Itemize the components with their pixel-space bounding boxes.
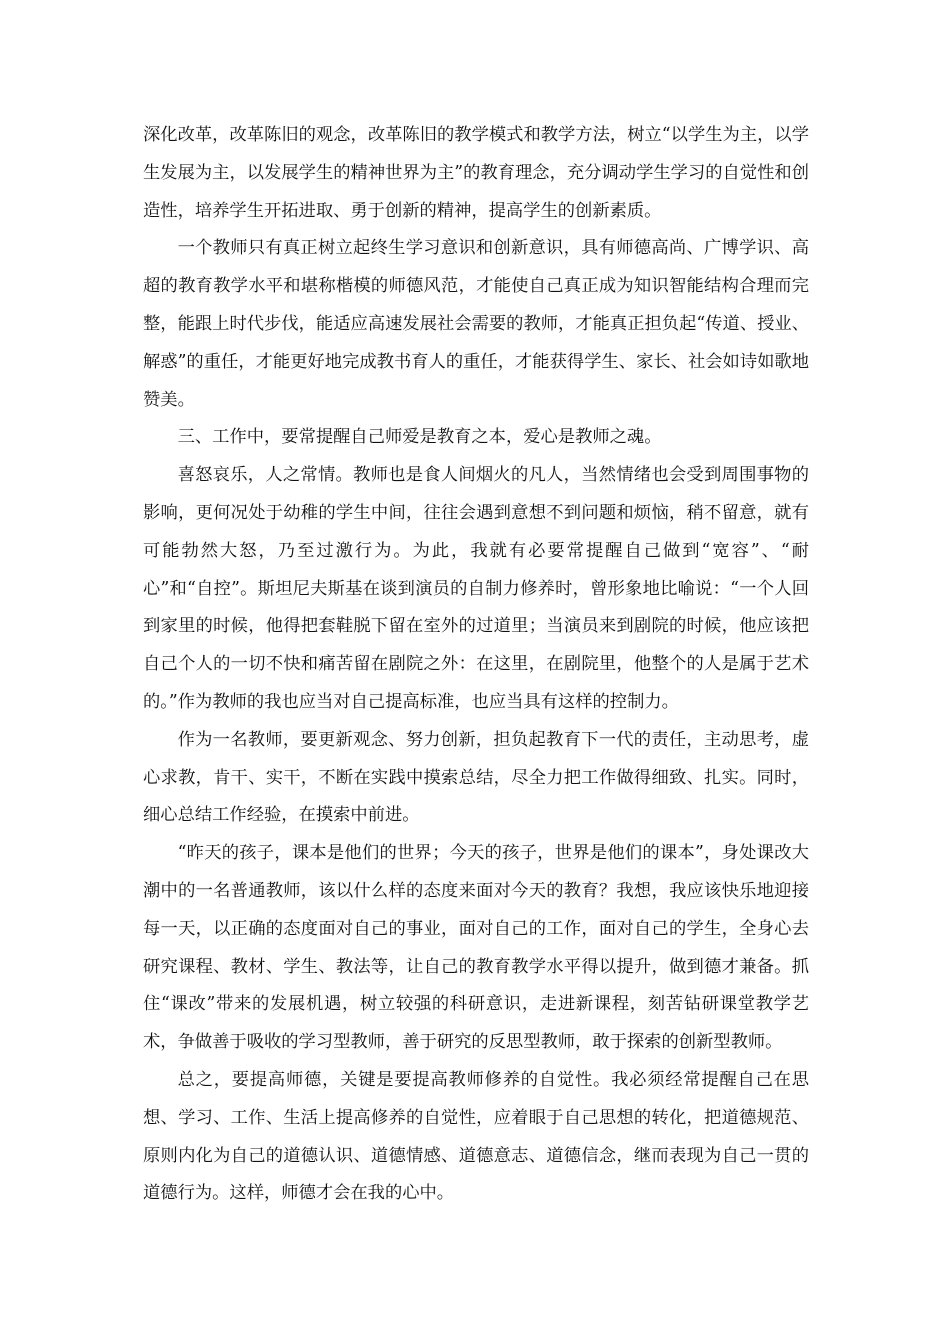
paragraph-continuation: 深化改革，改革陈旧的观念，改革陈旧的教学模式和教学方法，树立“以学生为主，以学生发展为主，以发展学生的精神世界为主”的教育理念，充分调动学生学习的自觉性和创造性，培养学生开拓进取、勇于创新的精神，提高学生的创新素质。 [143,125,809,221]
paragraph-self-control: 喜怒哀乐，人之常情。教师也是食人间烟火的凡人，当然情绪也会受到周围事物的影响，更何况处于幼稚的学生中间，往往会遇到意想不到问题和烦恼，稍不留意，就有可能勃然大怒，乃至过激行为。为此，我就有必要常提醒自己做到“宽容”、“耐心”和“自控”。斯坦尼夫斯基在谈到演员的自制力修养时，曾形象地比喻说：“一个人回到家里的时候，他得把套鞋脱下留在室外的过道里；当演员来到剧院的时候，他应该把自己个人的一切不快和痛苦留在剧院之外：在这里，在剧院里，他整个的人是属于艺术的。”作为教师的我也应当对自己提高标准，也应当具有这样的控制力。 [143,465,809,712]
document-body [143,117,809,1213]
paragraph-lifelong-learning: 一个教师只有真正树立起终生学习意识和创新意识，具有师德高尚、广博学识、高超的教育教学水平和堪称楷模的师德风范，才能使自己真正成为知识智能结构合理而完整，能跟上时代步伐，能适应高速发展社会需要的教师，才能真正担负起“传道、授业、解惑”的重任，才能更好地完成教书育人的重任，才能获得学生、家长、社会如诗如歌地赞美。 [143,238,809,410]
paragraph-innovation: 作为一名教师，要更新观念、努力创新，担负起教育下一代的责任，主动思考，虚心求教，肯干、实干，不断在实践中摸索总结，尽全力把工作做得细致、扎实。同时，细心总结工作经验，在摸索中前进。 [143,729,809,826]
paragraph-conclusion: 总之，要提高师德，关键是要提高教师修养的自觉性。我必须经常提醒自己在思想、学习、工作、生活上提高修养的自觉性，应着眼于自己思想的转化，把道德规范、原则内化为自己的道德认识、道德情感、道德意志、道德信念，继而表现为自己一贯的道德行为。这样，师德才会在我的心中。 [143,1069,809,1204]
paragraph-curriculum-reform: “昨天的孩子，课本是他们的世界；今天的孩子，世界是他们的课本”，身处课改大潮中的一名普通教师，该以什么样的态度来面对今天的教育？我想，我应该快乐地迎接每一天，以正确的态度面对自己的事业，面对自己的工作，面对自己的学生，全身心去研究课程、教材、学生、教法等，让自己的教育教学水平得以提升，做到德才兼备。抓住“课改”带来的发展机遇，树立较强的科研意识，走进新课程，刻苦钻研课堂教学艺术，争做善于吸收的学习型教师，善于研究的反思型教师，敢于探索的创新型教师。 [143,843,809,1053]
section-heading-three: 三、工作中，要常提醒自己师爱是教育之本，爱心是教师之魂。 [177,427,662,448]
